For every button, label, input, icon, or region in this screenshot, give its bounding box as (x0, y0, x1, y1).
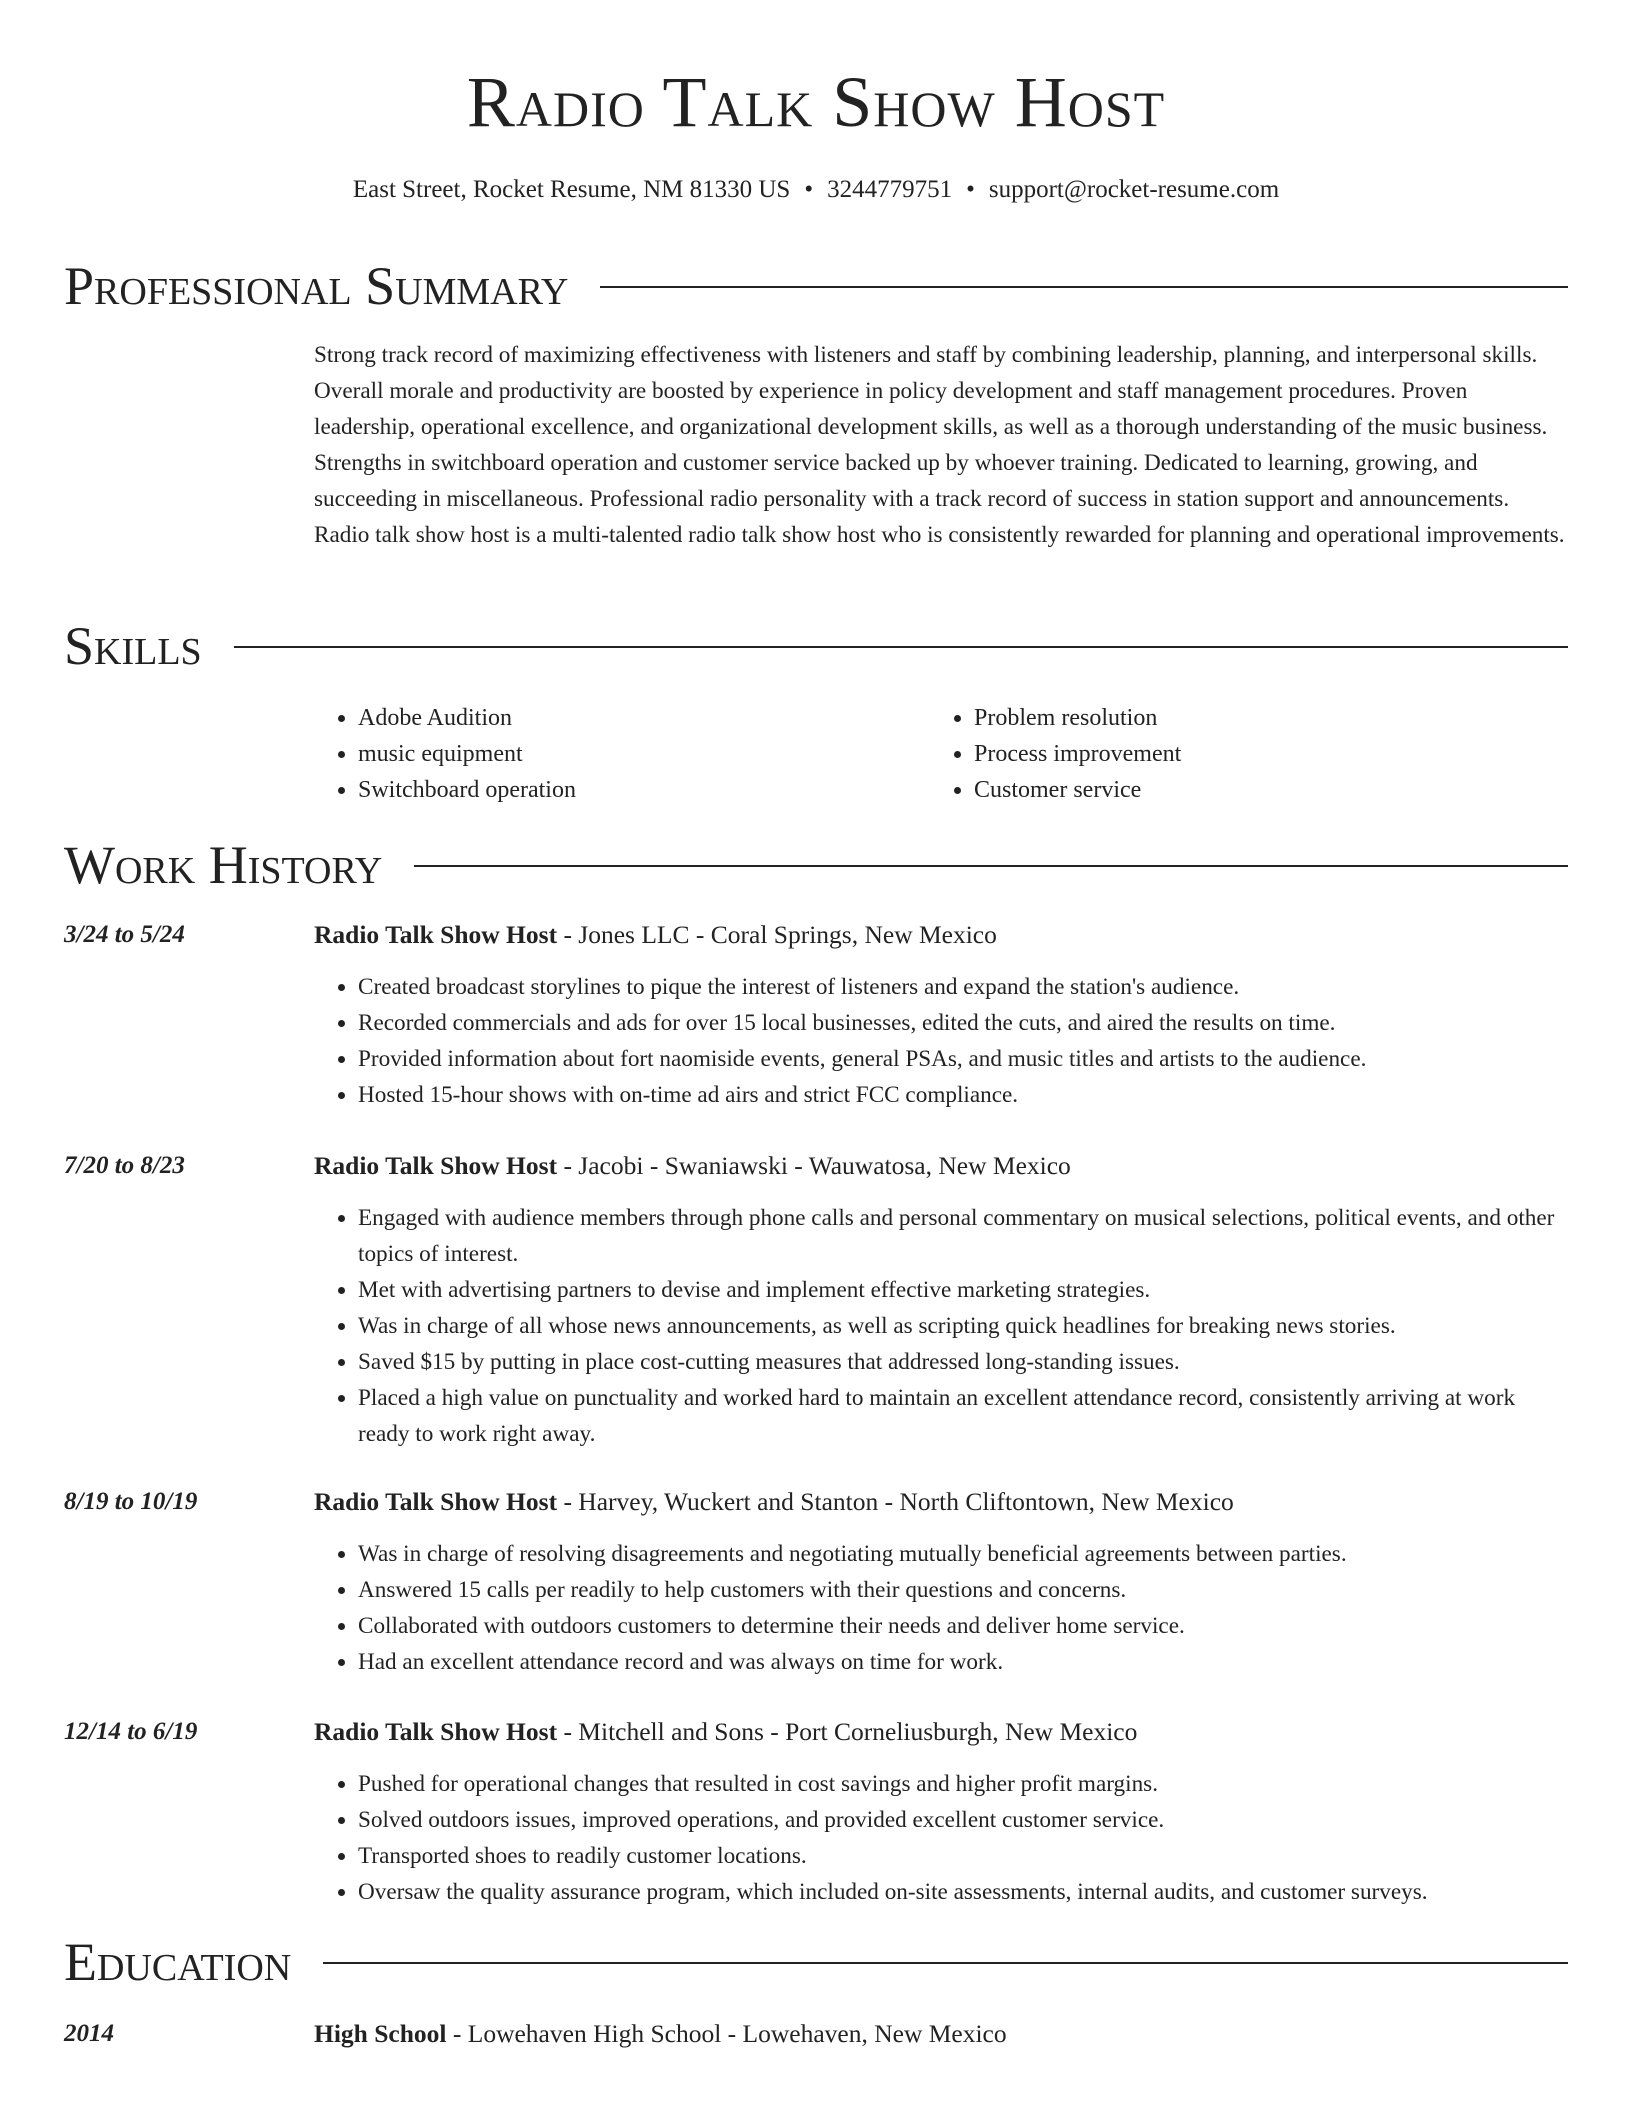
job-title: Radio Talk Show Host (314, 1487, 558, 1516)
job-bullet: • Oversaw the quality assurance program, which included on-site assessments, internal audits, and customer surveys. (358, 1874, 1570, 1910)
job-bullet: • Solved outdoors issues, improved operations, and provided excellent customer service. (358, 1802, 1570, 1838)
section-divider (414, 865, 1568, 867)
education-degree: High School (314, 2019, 447, 2048)
job-date: 8/19 to 10/19 (64, 1488, 198, 1515)
separator: • (804, 176, 814, 203)
job-bullet: • Transported shoes to readily customer locations. (358, 1838, 1570, 1874)
job-title: Radio Talk Show Host (314, 920, 558, 949)
job-date: 12/14 to 6/19 (64, 1718, 198, 1745)
job-date: 7/20 to 8/23 (64, 1152, 185, 1179)
summary-text: Strong track record of maximizing effectiveness with listeners and staff by combining leadership, planning, and interpersonal skills. Overall morale and productivity are boosted by experience in policy development and staff management procedures. Proven leadership, operational excellence, and organizational development skills, as well as a thorough understanding of the music business. Strengths in switchboard operation and customer service backed up by whoever training. Dedicated to learning, growing, and succeeding in miscellaneous. Professional radio personality with a track record of success in station support and announcements. Radio talk show host is a multi-talented radio talk show host who is consistently rewarded for planning and operational improvements. (314, 342, 1565, 548)
section-title: Skills (64, 616, 202, 676)
phone: 3244779751 (827, 176, 953, 203)
job-bullet: • Met with advertising partners to devise and implement effective marketing strategies. (358, 1272, 1570, 1308)
skill-item: • Problem resolution (974, 700, 1546, 736)
separator: • (966, 176, 975, 203)
job-bullets (314, 969, 1570, 1113)
section-divider (323, 1962, 1568, 1964)
summary-section-header (64, 256, 1568, 316)
contact-line (64, 174, 1568, 206)
job-bullet: • Hosted 15-hour shows with on-time ad airs and strict FCC compliance. (358, 1077, 1570, 1113)
skills-section-header (64, 616, 1568, 676)
work-section-header (64, 835, 1568, 895)
job-bullet: • Answered 15 calls per readily to help customers with their questions and concerns. (358, 1572, 1570, 1608)
job-bullet: • Was in charge of resolving disagreements and negotiating mutually beneficial agreements between parties. (358, 1536, 1570, 1572)
skills-column-right (930, 700, 1546, 808)
skill-item: • Customer service (974, 772, 1546, 808)
section-title: Work History (64, 835, 383, 895)
job-bullet: • Engaged with audience members through phone calls and personal commentary on musical selections, political events, and other topics of interest. (358, 1200, 1570, 1272)
job-details: - Mitchell and Sons - Port Corneliusburgh, New Mexico (557, 1717, 1138, 1746)
job-bullets (314, 1536, 1570, 1680)
job-title: Radio Talk Show Host (314, 1717, 558, 1746)
section-title: Professional Summary (64, 256, 569, 316)
job-bullet: • Saved $15 by putting in place cost-cutting measures that addressed long-standing issues. (358, 1344, 1570, 1380)
job-title: Radio Talk Show Host (314, 1151, 558, 1180)
resume-name: Radio Talk Show Host (466, 62, 1166, 142)
job-bullets (314, 1766, 1570, 1910)
education-line (314, 2016, 1570, 2052)
job-title-line (314, 1484, 1570, 1520)
skill-item: • Switchboard operation (358, 772, 930, 808)
job-title-line (314, 1714, 1570, 1750)
section-title: Education (64, 1932, 292, 1992)
job-details: - Jacobi - Swaniawski - Wauwatosa, New Mexico (557, 1151, 1071, 1180)
skill-item: • Process improvement (974, 736, 1546, 772)
job-bullet: • Provided information about fort naomiside events, general PSAs, and music titles and artists to the audience. (358, 1041, 1570, 1077)
job-bullet: • Recorded commercials and ads for over 15 local businesses, edited the cuts, and aired the results on time. (358, 1005, 1570, 1041)
education-details: - Lowehaven High School - Lowehaven, New Mexico (446, 2019, 1007, 2048)
job-title-line (314, 917, 1570, 953)
job-bullet: • Placed a high value on punctuality and worked hard to maintain an excellent attendance record, consistently arriving at work ready to work right away. (358, 1380, 1570, 1452)
job-title-line (314, 1148, 1570, 1184)
job-details: - Harvey, Wuckert and Stanton - North Cliftontown, New Mexico (557, 1487, 1234, 1516)
address: East Street, Rocket Resume, NM 81330 US (352, 176, 791, 203)
skill-item: • Adobe Audition (358, 700, 930, 736)
skills-list (314, 700, 1570, 808)
section-divider (234, 646, 1568, 648)
job-bullet: • Had an excellent attendance record and was always on time for work. (358, 1644, 1570, 1680)
job-bullets (314, 1200, 1570, 1452)
job-bullet: • Created broadcast storylines to pique the interest of listeners and expand the station's audience. (358, 969, 1570, 1005)
job-bullet: • Pushed for operational changes that resulted in cost savings and higher profit margins. (358, 1766, 1570, 1802)
job-date: 3/24 to 5/24 (64, 921, 185, 948)
skill-item: • music equipment (358, 736, 930, 772)
education-date: 2014 (64, 2020, 114, 2047)
email[interactable]: support@rocket-resume.com (988, 176, 1280, 203)
job-bullet: • Collaborated with outdoors customers to determine their needs and deliver home service. (358, 1608, 1570, 1644)
skills-column-left (314, 700, 930, 808)
section-divider (600, 286, 1568, 288)
job-details: - Jones LLC - Coral Springs, New Mexico (557, 920, 997, 949)
education-section-header (64, 1932, 1568, 1992)
job-bullet: • Was in charge of all whose news announcements, as well as scripting quick headlines for breaking news stories. (358, 1308, 1570, 1344)
